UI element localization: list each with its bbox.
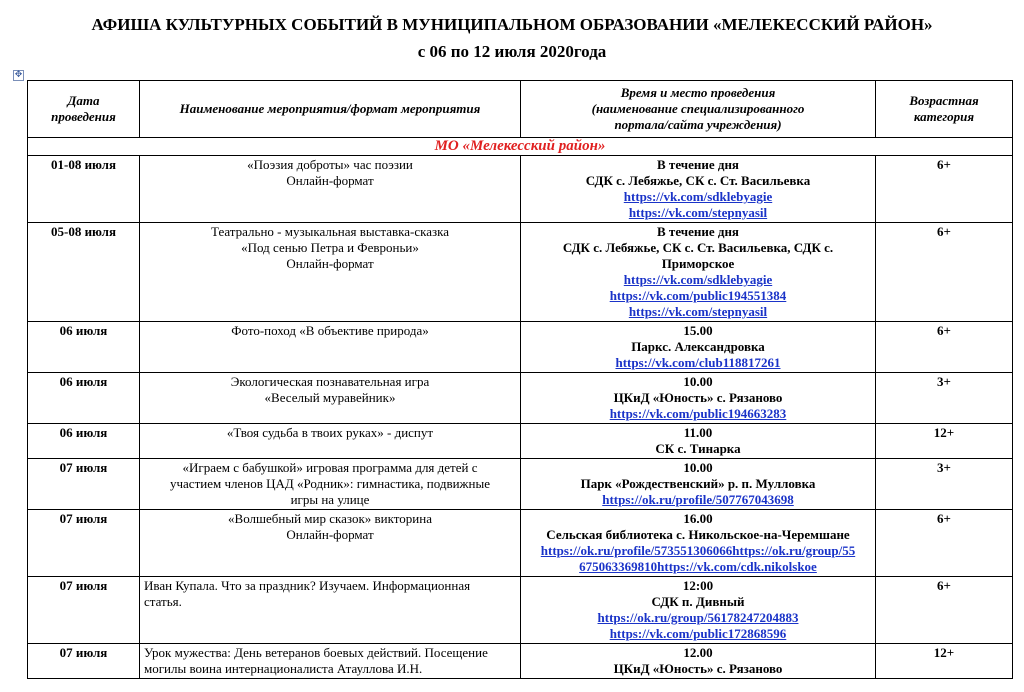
- header-text: (наименование специализированного: [591, 101, 805, 116]
- event-time: 15.00: [683, 323, 713, 338]
- event-place: Паркс. Александровка: [631, 339, 765, 354]
- event-name: [140, 373, 521, 424]
- event-name-line: Онлайн-формат: [286, 256, 374, 271]
- event-link[interactable]: https://vk.com/stepnyasil: [628, 304, 768, 319]
- event-name: [140, 424, 521, 459]
- event-name-line: Фото-поход «В объективе природа»: [231, 323, 429, 338]
- event-name-line: Онлайн-формат: [286, 527, 374, 542]
- event-time: 10.00: [683, 460, 713, 475]
- event-place: СДК п. Дивный: [651, 594, 745, 609]
- event-place: СК с. Тинарка: [655, 441, 741, 456]
- age-category: 6+: [876, 156, 1013, 223]
- event-place: ЦКиД «Юность» с. Рязаново: [613, 390, 783, 405]
- column-header-name: Наименование мероприятия/формат мероприятия: [140, 81, 521, 138]
- event-name: [140, 223, 521, 322]
- page-subtitle-dates: с 06 по 12 июля 2020года: [417, 42, 607, 61]
- table-row: [28, 644, 1013, 679]
- age-category: 3+: [876, 459, 1013, 510]
- table-row: [28, 373, 1013, 424]
- event-name-line: могилы воина интернационалиста Атауллова И.Н.: [144, 661, 423, 676]
- event-time-place: [521, 644, 876, 679]
- table-row: [28, 577, 1013, 644]
- event-date: 07 июля: [28, 577, 140, 644]
- event-link[interactable]: https://vk.com/public172868596: [609, 626, 787, 641]
- event-time: 16.00: [683, 511, 713, 526]
- table-row: [28, 459, 1013, 510]
- event-name: [140, 644, 521, 679]
- event-link[interactable]: https://vk.com/public194663283: [609, 406, 787, 421]
- event-date: 06 июля: [28, 373, 140, 424]
- event-date: 07 июля: [28, 510, 140, 577]
- event-name-line: «Веселый муравейник»: [264, 390, 396, 405]
- column-header-date: [28, 81, 140, 138]
- event-name: [140, 322, 521, 373]
- event-time-place: [521, 577, 876, 644]
- header-text: Возрастная: [909, 93, 979, 108]
- event-date: 06 июля: [28, 424, 140, 459]
- event-place: Сельская библиотека с. Никольское-на-Черемшане: [546, 527, 850, 542]
- table-row: [28, 322, 1013, 373]
- section-title: МО «Мелекесский район»: [28, 138, 1013, 156]
- column-header-place: [521, 81, 876, 138]
- event-link[interactable]: https://vk.com/sdklebyagie: [623, 272, 773, 287]
- event-name-line: «Твоя судьба в твоих руках» - диспут: [226, 425, 434, 440]
- age-category: 12+: [876, 424, 1013, 459]
- event-time-place: [521, 510, 876, 577]
- event-name-line: Онлайн-формат: [286, 173, 374, 188]
- event-link[interactable]: https://vk.com/club118817261: [615, 355, 781, 370]
- age-category: 3+: [876, 373, 1013, 424]
- event-time-place: [521, 223, 876, 322]
- event-name: [140, 510, 521, 577]
- event-place: Приморское: [661, 256, 735, 271]
- event-time: В течение дня: [657, 224, 739, 239]
- event-name: [140, 577, 521, 644]
- event-time: 10.00: [683, 374, 713, 389]
- age-category: 6+: [876, 510, 1013, 577]
- event-name-line: «Поэзия доброты» час поэзии: [247, 157, 413, 172]
- age-category: 12+: [876, 644, 1013, 679]
- events-table: [27, 80, 1013, 679]
- event-place: Парк «Рождественский» р. п. Мулловка: [580, 476, 816, 491]
- event-link[interactable]: 675063369810https://vk.com/cdk.nikolskoe: [579, 559, 817, 574]
- event-date: 07 июля: [28, 644, 140, 679]
- age-category: 6+: [876, 577, 1013, 644]
- event-date: 05-08 июля: [28, 223, 140, 322]
- event-link[interactable]: https://vk.com/public194551384: [609, 288, 787, 303]
- event-name-line: Урок мужества: День ветеранов боевых действий. Посещение: [144, 645, 488, 660]
- event-name: [140, 156, 521, 223]
- page-title: АФИША КУЛЬТУРНЫХ СОБЫТИЙ В МУНИЦИПАЛЬНОМ ОБРАЗОВАНИИ «МЕЛЕКЕССКИЙ РАЙОН»: [91, 15, 933, 34]
- event-time-place: [521, 322, 876, 373]
- event-link[interactable]: https://ok.ru/profile/573551306066https://ok.ru/group/55: [540, 543, 856, 558]
- table-row: [28, 424, 1013, 459]
- event-link[interactable]: https://ok.ru/group/56178247204883: [597, 610, 799, 625]
- event-place: ЦКиД «Юность» с. Рязаново: [613, 661, 783, 676]
- event-time-place: [521, 424, 876, 459]
- event-name-line: «Под сенью Петра и Февроньи»: [241, 240, 419, 255]
- column-header-age: [876, 81, 1013, 138]
- table-row: [28, 156, 1013, 223]
- age-category: 6+: [876, 322, 1013, 373]
- age-category: 6+: [876, 223, 1013, 322]
- event-name-line: Экологическая познавательная игра: [230, 374, 430, 389]
- event-name-line: участием членов ЦАД «Родник»: гимнастика, подвижные: [169, 476, 490, 491]
- move-handle-icon[interactable]: ✥: [14, 70, 23, 80]
- event-link[interactable]: https://vk.com/stepnyasil: [628, 205, 768, 220]
- section-row: [28, 138, 1013, 156]
- table-header-row: [28, 81, 1013, 138]
- event-time: В течение дня: [657, 157, 739, 172]
- header-text: Дата: [67, 93, 100, 108]
- event-name-line: «Играем с бабушкой» игровая программа для детей с: [182, 460, 478, 475]
- event-link[interactable]: https://vk.com/sdklebyagie: [623, 189, 773, 204]
- table-row: [28, 223, 1013, 322]
- header-text: категория: [913, 109, 975, 124]
- event-name-line: статья.: [144, 594, 182, 609]
- event-name-line: Иван Купала. Что за праздник? Изучаем. Информационная: [144, 578, 471, 593]
- event-name-line: Театрально - музыкальная выставка-сказка: [211, 224, 449, 239]
- event-date: 06 июля: [28, 322, 140, 373]
- event-name-line: игры на улице: [290, 492, 370, 507]
- event-time-place: [521, 373, 876, 424]
- event-name-line: «Волшебный мир сказок» викторина: [228, 511, 432, 526]
- event-place: СДК с. Лебяжье, СК с. Ст. Васильевка: [585, 173, 811, 188]
- event-time: 12.00: [683, 645, 713, 660]
- event-place: СДК с. Лебяжье, СК с. Ст. Васильевка, СДК с.: [562, 240, 834, 255]
- header-text: портала/сайта учреждения): [614, 117, 782, 132]
- event-time-place: [521, 156, 876, 223]
- event-name: [140, 459, 521, 510]
- table-row: [28, 510, 1013, 577]
- header-text: Время и место проведения: [620, 85, 776, 100]
- header-text: проведения: [51, 109, 116, 124]
- event-link[interactable]: https://ok.ru/profile/507767043698: [602, 492, 794, 507]
- event-time-place: [521, 459, 876, 510]
- event-time: 11.00: [683, 425, 713, 440]
- event-date: 07 июля: [28, 459, 140, 510]
- event-date: 01-08 июля: [28, 156, 140, 223]
- event-time: 12:00: [682, 578, 714, 593]
